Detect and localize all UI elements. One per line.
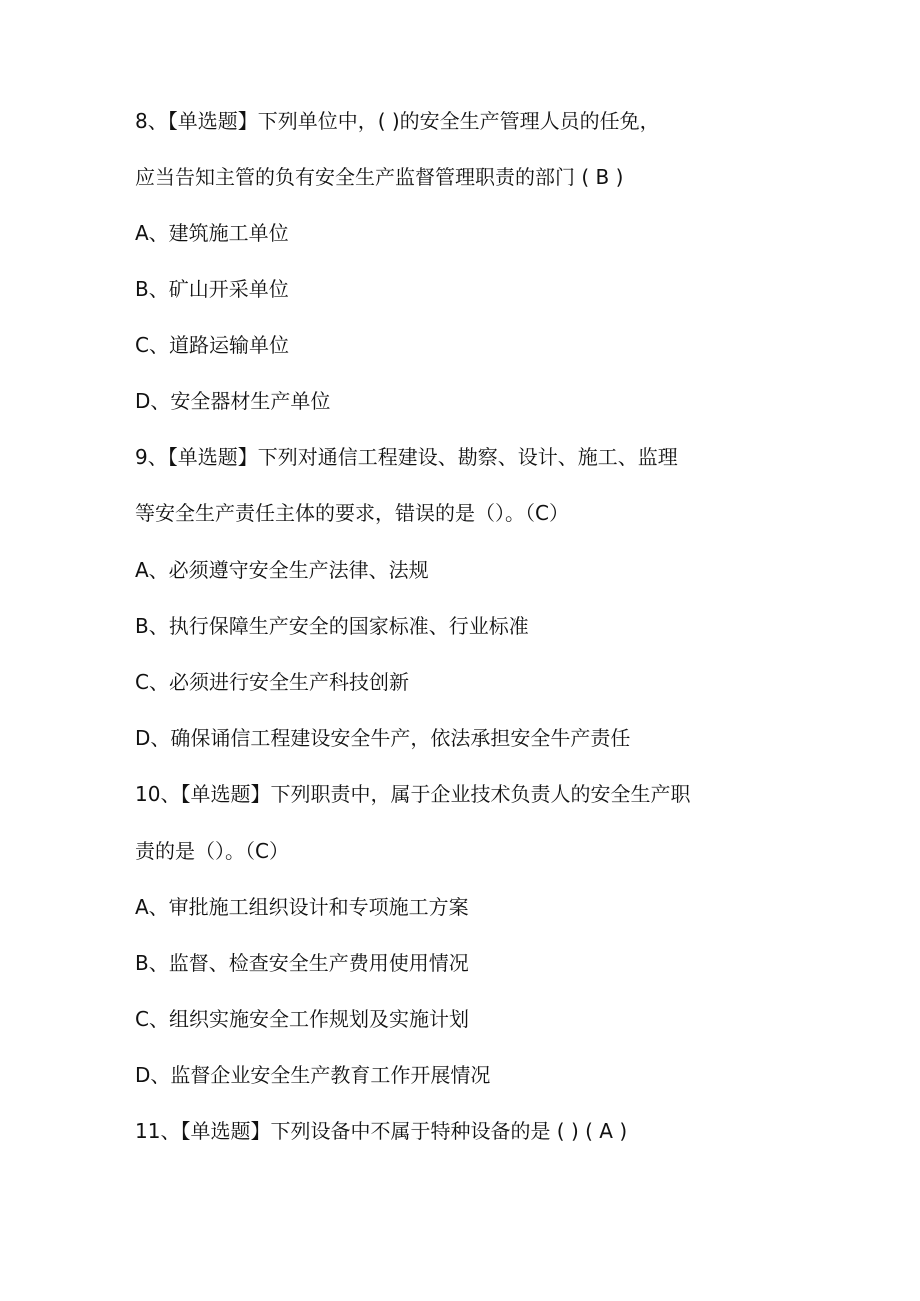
question-8-option-a: A、建筑施工单位 [135,221,289,245]
question-11-stem-line1: 11、【单选题】下列设备中不属于特种设备的是 ( ) ( A ) [135,1119,628,1143]
question-9-option-d: D、确保诵信工程建设安全牛产，依法承担安全牛产责任 [135,726,631,750]
question-9-option-b: B、执行保障生产安全的国家标准、行业标准 [135,614,529,638]
question-9-stem-line1: 9、【单选题】下列对通信工程建设、勘察、设计、施工、监理 [135,445,678,469]
question-10-option-d: D、监督企业安全生产教育工作开展情况 [135,1063,491,1087]
question-8-stem-line1: 8、【单选题】下列单位中，( )的安全生产管理人员的任免， [135,109,660,133]
question-10-option-a: A、审批施工组织设计和专项施工方案 [135,895,469,919]
question-9-stem-line2: 等安全生产责任主体的要求，错误的是（）。（C） [135,501,569,525]
question-9-option-c: C、必须进行安全生产科技创新 [135,670,409,694]
question-8-option-c: C、道路运输单位 [135,333,289,357]
question-8-option-b: B、矿山开采单位 [135,277,289,301]
question-8-option-d: D、安全器材生产单位 [135,389,331,413]
question-10-stem-line2: 责的是（）。（C） [135,839,289,863]
question-10-option-c: C、组织实施安全工作规划及实施计划 [135,1007,469,1031]
question-10-option-b: B、监督、检查安全生产费用使用情况 [135,951,469,975]
question-8-stem-line2: 应当告知主管的负有安全生产监督管理职责的部门 ( B ) [135,165,624,189]
question-10-stem-line1: 10、【单选题】下列职责中，属于企业技术负责人的安全生产职 [135,782,691,806]
question-9-option-a: A、必须遵守安全生产法律、法规 [135,558,429,582]
